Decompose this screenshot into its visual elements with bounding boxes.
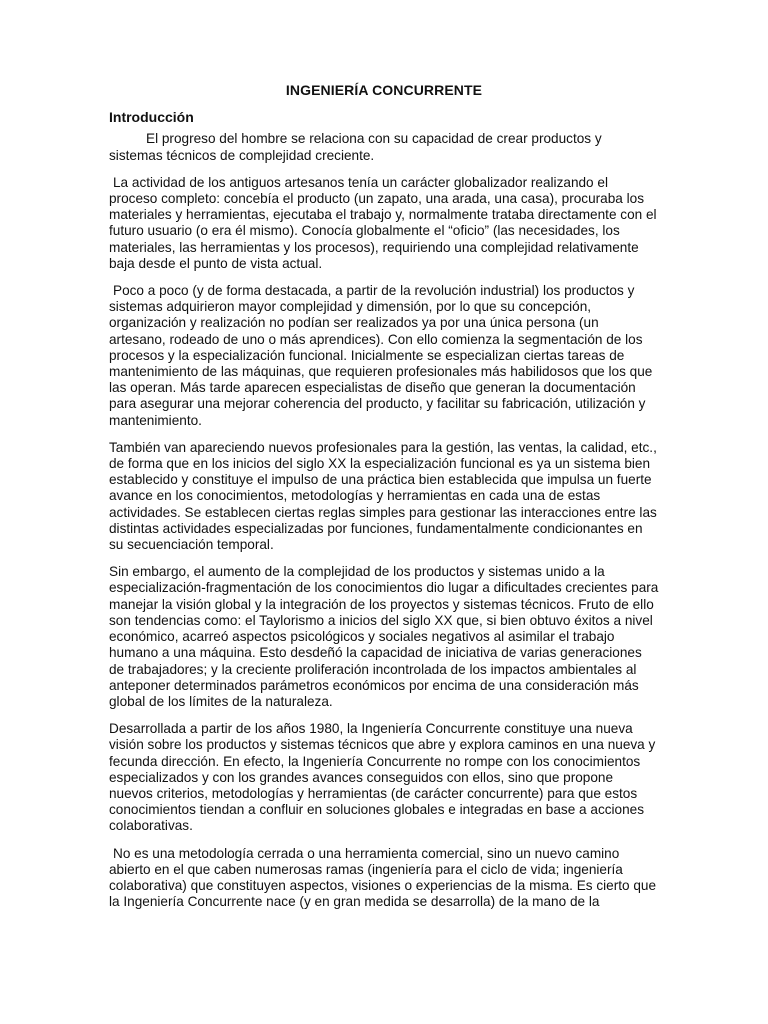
paragraph-7: No es una metodología cerrada o una herramienta comercial, sino un nuevo camino abierto en el que caben numerosas ramas (ingeniería para el ciclo de vida; ingeniería colaborativa) que constituyen aspectos, visiones o experiencias de la misma. Es cierto que la Ingeniería Concurrente nace (y en gran medida se desarrolla) de la mano de la xyxy=(109,845,657,910)
paragraph-1: El progreso del hombre se relaciona con su capacidad de crear productos y sistemas técnicos de complejidad creciente. xyxy=(109,131,602,163)
paragraph-2: La actividad de los antiguos artesanos tenía un carácter globalizador realizando el proceso completo: concebía el producto (un zapato, una arada, una casa), procuraba los materiales y herramientas, ejecutaba el trabajo y, normalmente trataba directamente con el futuro usuario (o era él mismo). Conocía globalmente el “oficio” (las necesidades, los materiales, las herramientas y los procesos), requiriendo una complejidad relativamente baja desde el punto de vista actual. xyxy=(109,174,657,271)
section-heading: Introducción xyxy=(109,109,194,126)
document-body xyxy=(109,82,659,921)
paragraph-4: También van apareciendo nuevos profesionales para la gestión, las ventas, la calidad, etc., de forma que en los inicios del siglo XX la especialización funcional es ya un sistema bien establecido y constituye el impulso de una práctica bien establecida que impulsa un fuerte avance en los conocimientos, metodologías y herramientas en cada una de estas actividades. Se establecen ciertas reglas simples para gestionar las interacciones entre las distintas actividades especializadas por funciones, fundamentalmente condicionantes en su secuenciación temporal. xyxy=(109,439,657,553)
document-title: INGENIERÍA CONCURRENTE xyxy=(285,82,483,98)
paragraph-5: Sin embargo, el aumento de la complejidad de los productos y sistemas unido a la especialización-fragmentación de los conocimientos dio lugar a dificultades crecientes para manejar la visión global y la integración de los proyectos y sistemas técnicos. Fruto de ello son tendencias como: el Taylorismo a inicios del siglo XX que, si bien obtuvo éxitos a nivel económico, acarreó aspectos psicológicos y sociales negativos al asimilar el trabajo humano a una máquina. Esto desdeñó la capacidad de iniciativa de varias generaciones de trabajadores; y la creciente proliferación incontrolada de los impactos ambientales al anteponer determinados parámetros económicos por encima de una consideración más global de los límites de la naturaleza. xyxy=(109,564,659,709)
paragraph-6: Desarrollada a partir de los años 1980, la Ingeniería Concurrente constituye una nueva visión sobre los productos y sistemas técnicos que abre y explora caminos en una nueva y fecunda dirección. En efecto, la Ingeniería Concurrente no rompe con los conocimientos especializados y con los grandes avances conseguidos con ellos, sino que propone nuevos criterios, metodologías y herramientas (de carácter concurrente) para que estos conocimientos tiendan a confluir en soluciones globales e integradas en base a acciones colaborativas. xyxy=(109,721,656,834)
paragraph-3: Poco a poco (y de forma destacada, a partir de la revolución industrial) los productos y sistemas adquirieron mayor complejidad y dimensión, por lo que su concepción, organización y realización no podían ser realizados ya por una única persona (un artesano, rodeado de uno o más aprendices). Con ello comienza la segmentación de los procesos y la especialización funcional. Inicialmente se especializan ciertas tareas de mantenimiento de las máquinas, que requieren profesionales más habilidosos que los que las operan. Más tarde aparecen especialistas de diseño que generan la documentación para asegurar una mejorar coherencia del producto, y facilitar su fabricación, utilización y mantenimiento. xyxy=(109,283,653,428)
